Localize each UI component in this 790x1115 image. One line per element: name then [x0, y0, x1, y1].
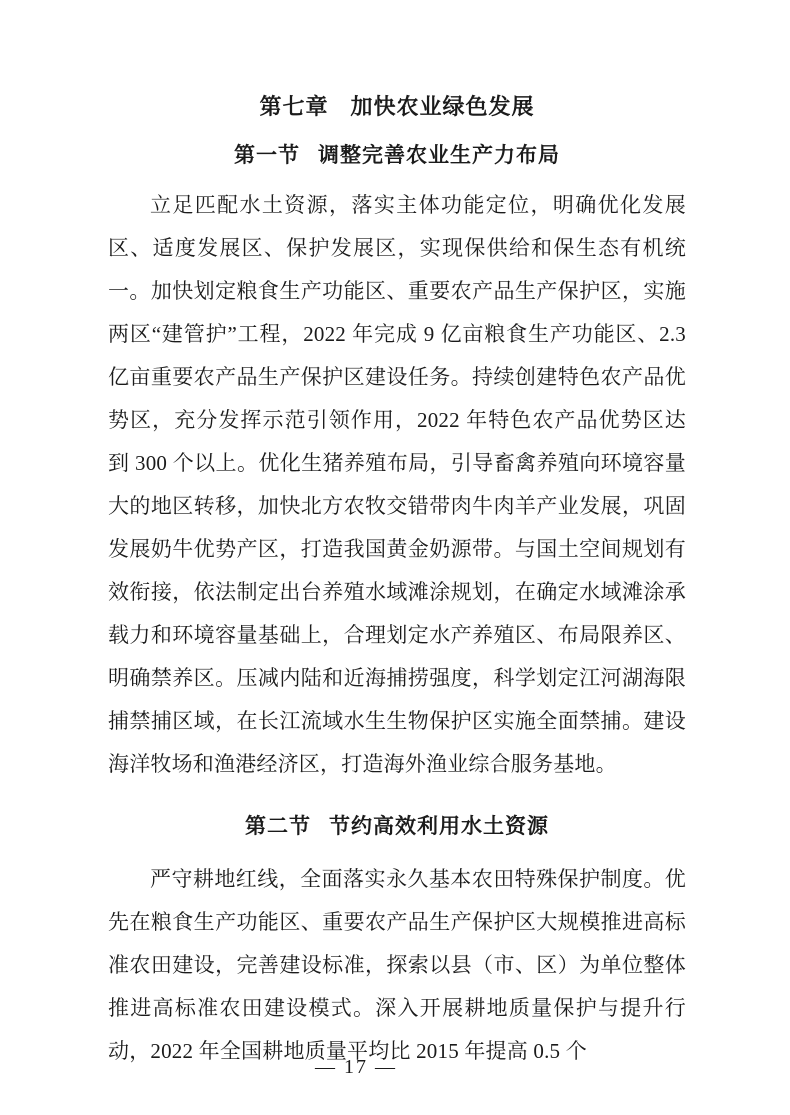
chapter-title-text: 加快农业绿色发展	[350, 94, 535, 119]
page-content	[108, 92, 686, 1073]
section-1-title-text: 调整完善农业生产力布局	[318, 142, 560, 167]
section-heading-1	[108, 141, 686, 170]
section-1-number: 第一节	[234, 142, 300, 167]
page-footer	[0, 1056, 790, 1079]
section-2-number: 第二节	[245, 814, 311, 839]
chapter-heading	[108, 92, 686, 123]
section-2-paragraph-1: 严守耕地红线，全面落实永久基本农田特殊保护制度。优先在粮食生产功能区、重要农产品生产保护区大规模推进高标准农田建设，完善建设标准，探索以县（市、区）为单位整体推进高标准农田建设模式。深入开展耕地质量保护与提升行动，2022 年全国耕地质量平均比 2015 年提高 0.5 个	[108, 866, 686, 1063]
section-1-paragraph-1: 立足匹配水土资源，落实主体功能定位，明确优化发展区、适度发展区、保护发展区，实现保供给和保生态有机统一。加快划定粮食生产功能区、重要农产品生产保护区，实施两区“建管护”工程，2022 年完成 9 亿亩粮食生产功能区、2.3 亿亩重要农产品生产保护区建设任务。持续创建特色农产品优势区，充分发挥示范引领作用，2022 年特色农产品优势区达到 300 个以上。优化生猪养殖布局，引导畜禽养殖向环境容量大的地区转移，加快北方农牧交错带肉牛肉羊产业发展，巩固发展奶牛优势产区，打造我国黄金奶源带。与国土空间规划有效衔接，依法制定出台养殖水域滩涂规划，在确定水域滩涂承载力和环境容量基础上，合理划定水产养殖区、布局限养区、明确禁养区。压减内陆和近海捕捞强度，科学划定江河湖海限捕禁捕区域，在长江流域水生生物保护区实施全面禁捕。建设海洋牧场和渔港经济区，打造海外渔业综合服务基地。	[108, 193, 686, 777]
chapter-number: 第七章	[259, 94, 329, 119]
section-heading-2	[108, 812, 686, 841]
page-number: — 17 —	[315, 1056, 397, 1078]
section-2-title-text: 节约高效利用水土资源	[329, 814, 549, 839]
